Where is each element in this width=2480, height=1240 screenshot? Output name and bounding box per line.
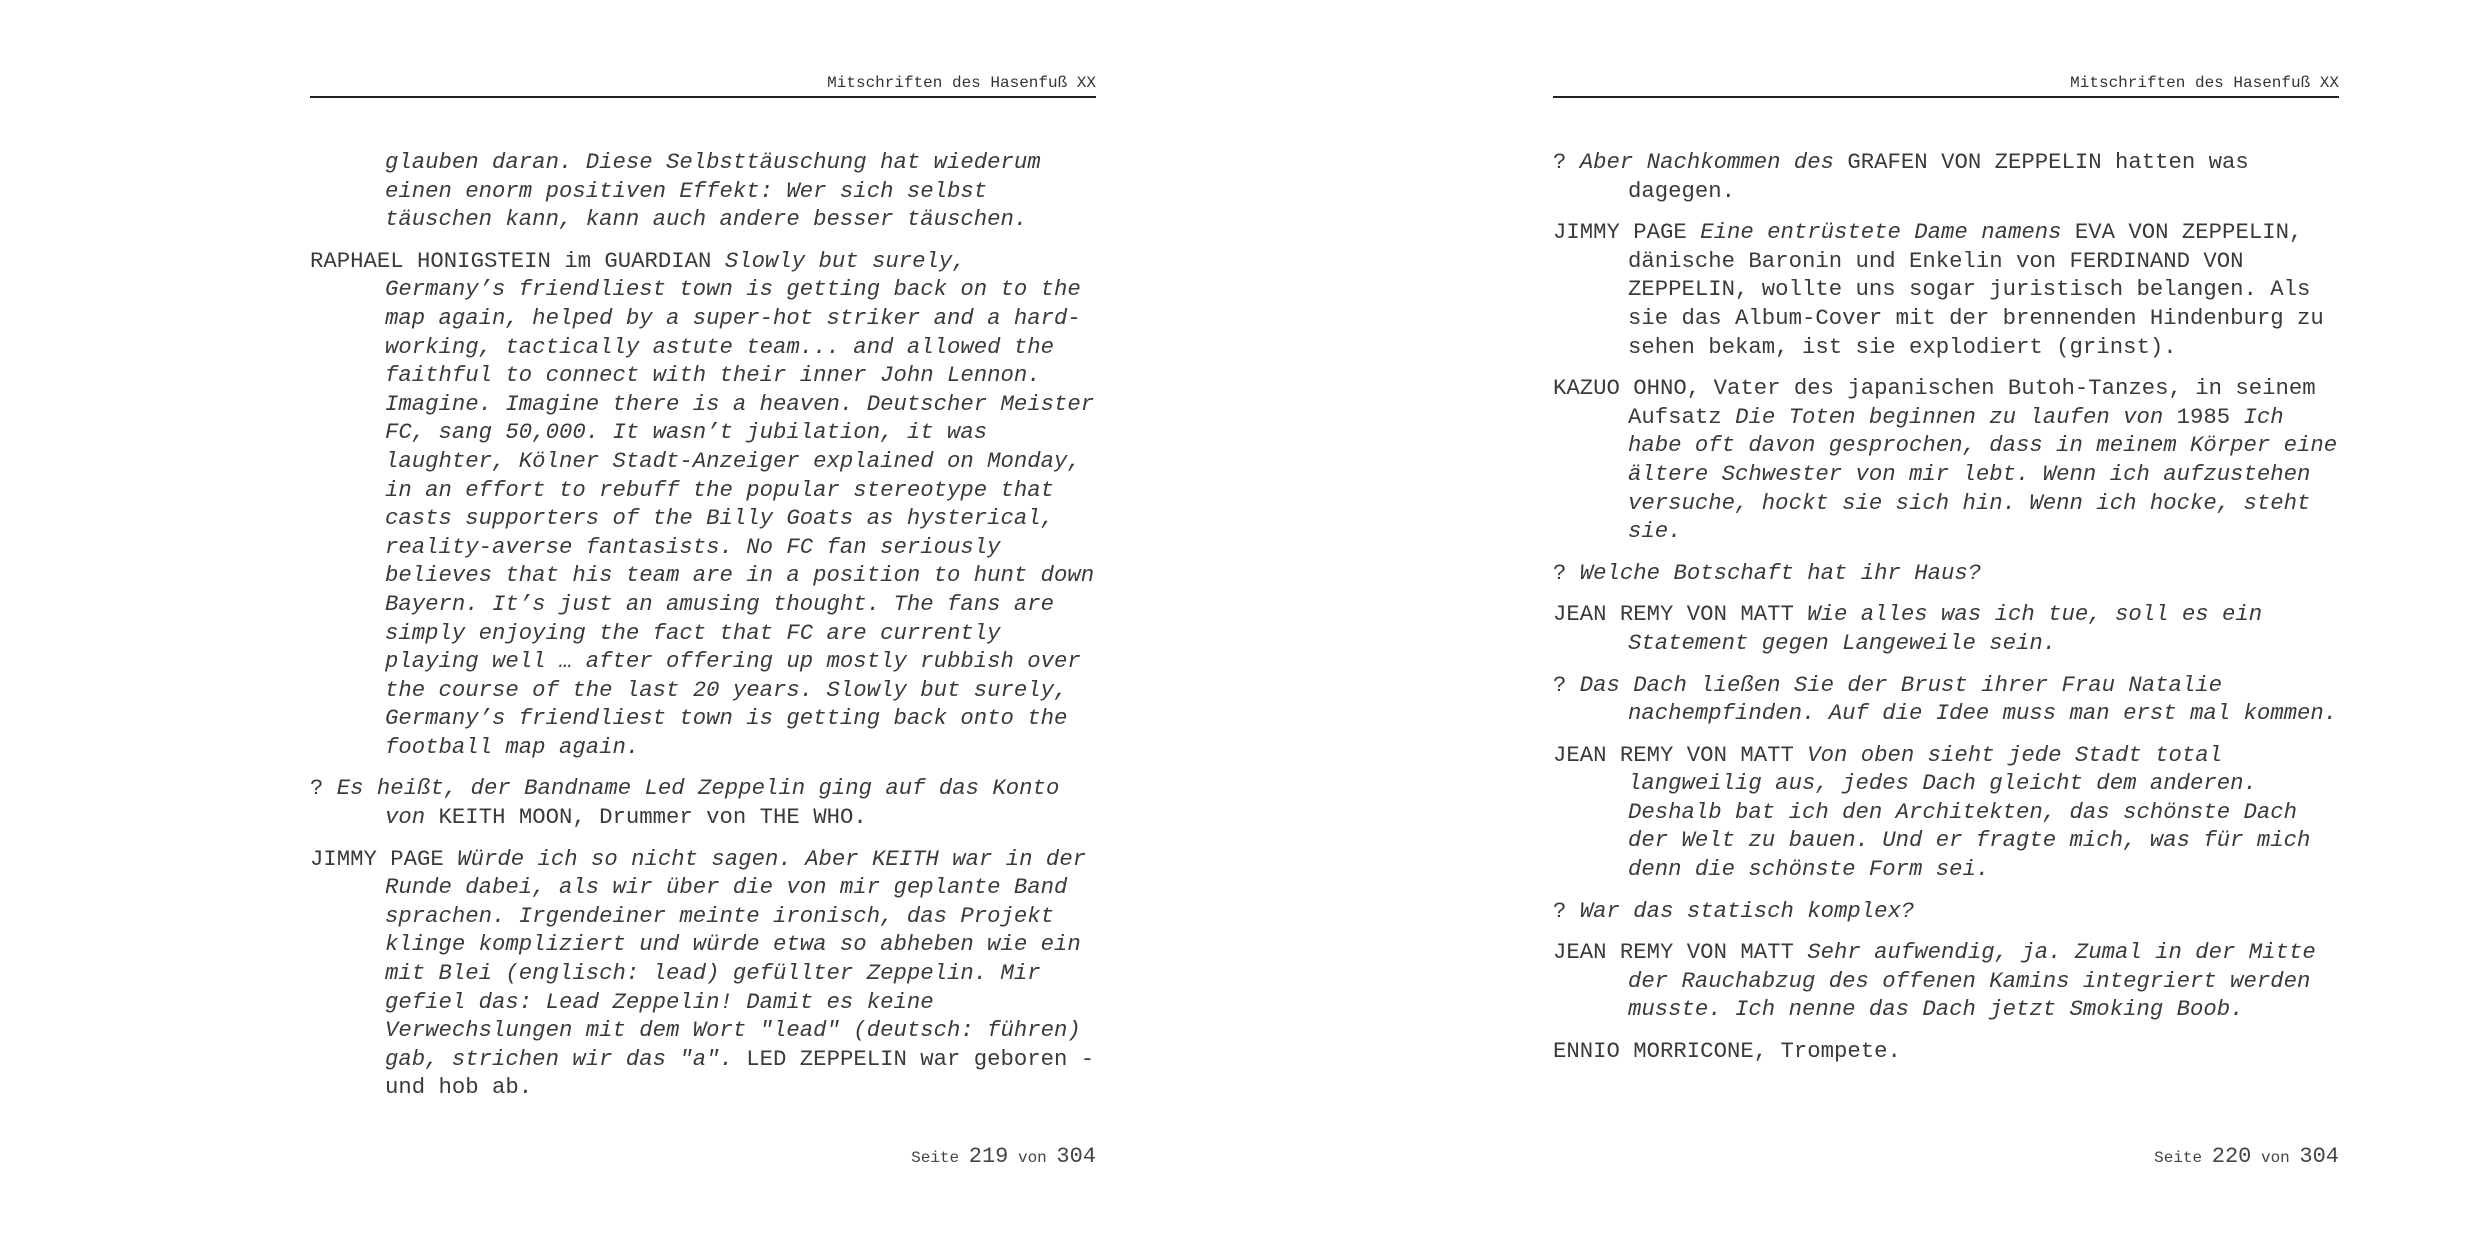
- right-page: [1553, 0, 2343, 1240]
- speaker: RAPHAEL HONIGSTEIN im GUARDIAN: [310, 247, 712, 274]
- paragraph: [1553, 559, 2339, 588]
- running-head: Mitschriften des Hasenfuß XX: [2070, 74, 2339, 92]
- paragraph: [1553, 600, 2339, 657]
- quote-text: Von oben sieht jede Stadt total langweilig aus, jedes Dach gleicht dem anderen. Deshalb bat ich den Architekten, das schönste Dach der Welt zu bauen. Und er fragte mich, was für mich denn die schönste Form sei.: [1628, 741, 2311, 883]
- footer-prefix: Seite: [911, 1149, 960, 1167]
- paragraph: [310, 247, 1096, 762]
- page-total: 304: [2299, 1144, 2339, 1169]
- page-footer: [310, 1144, 1096, 1169]
- speaker: JEAN REMY VON MATT: [1553, 741, 1794, 768]
- header-rule: [310, 96, 1096, 98]
- year: 1985: [2176, 403, 2231, 430]
- header-rule: [1553, 96, 2339, 98]
- paragraph: [310, 148, 1096, 234]
- footer-of: von: [1017, 1149, 1047, 1167]
- running-head: Mitschriften des Hasenfuß XX: [827, 74, 1096, 92]
- quote-text: Welche Botschaft hat ihr Haus?: [1579, 559, 1982, 586]
- footer-prefix: Seite: [2154, 1149, 2203, 1167]
- speaker: JIMMY PAGE: [310, 845, 444, 872]
- left-page: [310, 0, 1100, 1240]
- quote-text: Aber Nachkommen des: [1579, 149, 1835, 175]
- page-total: 304: [1056, 1144, 1096, 1169]
- quote-text-tail: Ich habe oft davon gesprochen, dass in meinem Körper eine ältere Schwester von mir lebt. Wenn ich aufzustehen versuche, hockt sie sich hin. Wenn ich hocke, steht sie.: [1628, 403, 2338, 545]
- quote-text: War das statisch komplex?: [1579, 897, 1915, 924]
- paragraph: [1553, 148, 2339, 205]
- quote-text: Wie alles was ich tue, soll es ein Statement gegen Langeweile sein.: [1628, 601, 2263, 656]
- speaker: ENNIO MORRICONE, Trompete.: [1553, 1038, 1901, 1065]
- speaker: KAZUO OHNO, Vater des japanischen Butoh-Tanzes, in seinem Aufsatz: [1553, 375, 2316, 430]
- paragraph: [1553, 938, 2339, 1024]
- quote-text: Sehr aufwendig, ja. Zumal in der Mitte der Rauchabzug des offenen Kamins integriert werden musste. Ich nenne das Dach jetzt Smoking Boob.: [1628, 939, 2316, 1023]
- speaker: JEAN REMY VON MATT: [1553, 939, 1794, 966]
- quote-text: Eine entrüstete Dame namens: [1700, 219, 2062, 246]
- quote-text: glauben daran. Diese Selbsttäuschung hat wiederum einen enorm positiven Effekt: Wer sich selbst täuschen kann, kann auch andere besser täuschen.: [385, 149, 1041, 233]
- footer-of: von: [2260, 1149, 2290, 1167]
- paragraph: [1553, 374, 2339, 546]
- paragraph: [1553, 1037, 2339, 1066]
- page-footer: [1553, 1144, 2339, 1169]
- speaker: ?: [1553, 897, 1567, 924]
- speaker: JEAN REMY VON MATT: [1553, 601, 1794, 628]
- paragraph: [310, 845, 1096, 1102]
- page-number: 220: [2211, 1144, 2252, 1169]
- page-body: [310, 148, 1096, 1115]
- page-number: 219: [968, 1144, 1009, 1169]
- paragraph: [1553, 741, 2339, 884]
- paragraph: [1553, 897, 2339, 926]
- quote-text-tail: KEITH MOON, Drummer von THE WHO.: [438, 804, 867, 831]
- quote-text: Die Toten beginnen zu laufen von: [1735, 403, 2164, 430]
- quote-text-tail: EVA VON ZEPPELIN, dänische Baronin und Enkelin von FERDINAND VON ZEPPELIN, wollte uns sogar juristisch belangen. Als sie das Album-Cover mit der brennenden Hindenburg zu sehen bekam, ist sie explodiert (grinst).: [1628, 219, 2324, 360]
- paragraph: [310, 774, 1096, 831]
- quote-text-tail: GRAFEN VON ZEPPELIN hatten was dagegen.: [1628, 149, 2249, 204]
- quote-text: Würde ich so nicht sagen. Aber KEITH war in der Runde dabei, als wir über die von mir geplante Band sprachen. Irgendeiner meinte ironisch, das Projekt klinge kompliziert und würde etwa so abheben wie ein mit Blei (englisch: lead) gefüllter Zeppelin. Mir gefiel das: Lead Zeppelin! Damit es keine Verwechslungen mit dem Wort "lead" (deutsch: führen) gab, strichen wir das "a".: [385, 845, 1087, 1072]
- speaker: ?: [1553, 149, 1567, 175]
- paragraph: [1553, 218, 2339, 361]
- quote-text: Es heißt, der Bandname Led Zeppelin ging auf das Konto von: [336, 775, 1060, 831]
- speaker: ?: [1553, 671, 1567, 698]
- speaker: ?: [1553, 559, 1567, 586]
- quote-text: Das Dach ließen Sie der Brust ihrer Frau Natalie nachempfinden. Auf die Idee muss man erst mal kommen.: [1579, 671, 2338, 727]
- quote-text: Slowly but surely, Germany’s friendliest town is getting back on to the map again, helped by a super-hot striker and a hard-working, tactically astute team... and allowed the faithful to connect with their inner John Lennon. Imagine. Imagine there is a heaven. Deutscher Meister FC, sang 50,000. It wasn’t jubilation, it was laughter, Kölner Stadt-Anzeiger explained on Monday, in an effort to rebuff the popular stereotype that casts supporters of the Billy Goats as hysterical, reality-averse fantasists. No FC fan seriously believes that his team are in a position to hunt down Bayern. It’s just an amusing thought. The fans are simply enjoying the fact that FC are currently playing well … after offering up mostly rubbish over the course of the last 20 years. Slowly but surely, Germany’s friendliest town is getting back onto the football map again.: [385, 247, 1095, 760]
- page-body: [1553, 148, 2339, 1079]
- speaker: ?: [310, 775, 324, 802]
- quote-text-tail: LED ZEPPELIN war geboren - und hob ab.: [385, 1045, 1095, 1101]
- paragraph: [1553, 671, 2339, 728]
- speaker: JIMMY PAGE: [1553, 219, 1687, 246]
